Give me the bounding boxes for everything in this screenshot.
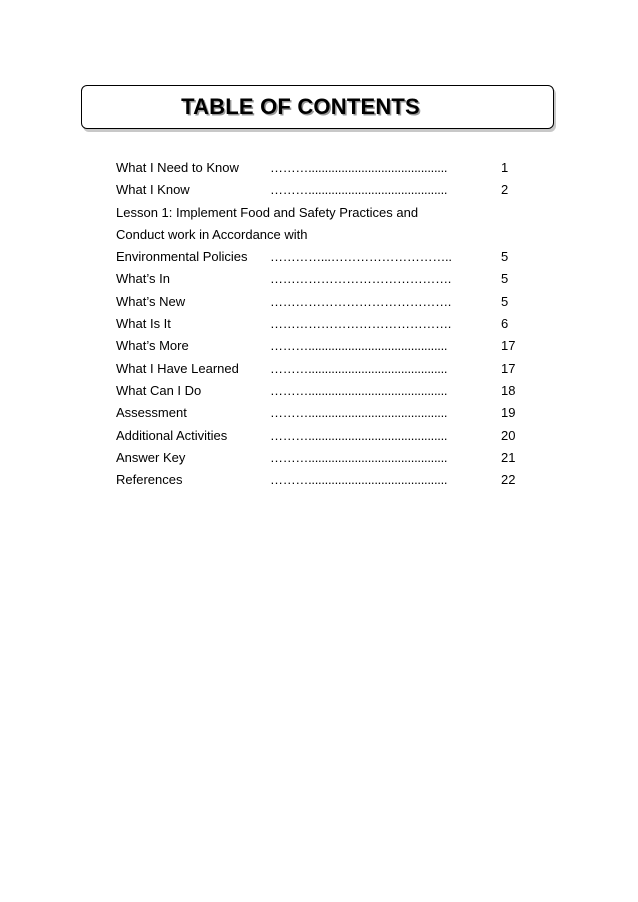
toc-entry — [116, 179, 526, 201]
toc-entry-page: 5 — [501, 249, 509, 265]
toc-entry-page: 5 — [501, 293, 509, 309]
table-of-contents — [116, 157, 526, 491]
toc-entry-leader: ……….......................................... — [270, 360, 448, 376]
toc-entry — [116, 202, 526, 224]
toc-entry-page: 1 — [501, 160, 509, 175]
title-box — [81, 85, 554, 129]
toc-entry-leader: ……………………………………. — [270, 271, 452, 287]
toc-entry-page: 5 — [501, 271, 509, 287]
toc-entry-label: Conduct work in Accordance with — [116, 226, 308, 242]
toc-entry-page: 17 — [501, 338, 516, 354]
toc-entry-leader: ……….......................................... — [270, 427, 448, 443]
toc-entry-label: What Can I Do — [116, 382, 202, 398]
toc-entry-leader: ……….......................................... — [270, 449, 448, 465]
toc-entry-label: What’s More — [116, 338, 189, 354]
toc-entry-leader: ……….......................................... — [270, 472, 448, 488]
toc-entry-page: 6 — [501, 316, 509, 332]
toc-entry-leader: ……………………………………. — [270, 316, 452, 332]
toc-entry-leader: ……….......................................... — [270, 338, 448, 354]
toc-entry-label: What’s In — [116, 271, 170, 287]
toc-entry — [116, 335, 526, 357]
toc-entry-page: 18 — [501, 382, 516, 398]
toc-entry-label: What I Need to Know — [116, 160, 239, 175]
toc-entry-page: 19 — [501, 405, 516, 421]
toc-entry-label: Environmental Policies — [116, 249, 248, 265]
page-title: TABLE OF CONTENTS — [181, 94, 420, 119]
toc-entry — [116, 425, 526, 447]
toc-entry-label: What’s New — [116, 293, 186, 309]
toc-entry — [116, 291, 526, 313]
toc-entry — [116, 313, 526, 335]
toc-entry — [116, 358, 526, 380]
toc-entry-label: Lesson 1: Implement Food and Safety Practices and — [116, 204, 419, 220]
toc-entry-label: Additional Activities — [116, 427, 228, 443]
toc-entry-label: What I Have Learned — [116, 360, 239, 376]
toc-entry — [116, 246, 526, 268]
toc-entry-leader: ……………………………………. — [270, 293, 452, 309]
toc-entry-leader: …………...……………………….. — [270, 249, 452, 265]
toc-entry — [116, 268, 526, 290]
toc-entry-page: 2 — [501, 182, 509, 198]
toc-entry-page: 17 — [501, 360, 516, 376]
toc-entry — [116, 447, 526, 469]
toc-entry-label: Assessment — [116, 405, 187, 421]
toc-entry-page: 21 — [501, 449, 516, 465]
toc-entry-leader: ……….......................................... — [270, 182, 448, 198]
toc-entry — [116, 469, 526, 491]
toc-entry-page: 22 — [501, 472, 516, 488]
toc-entry-label: References — [116, 472, 183, 488]
toc-entry-label: What Is It — [116, 316, 171, 332]
toc-entry-leader: ……….......................................... — [270, 160, 448, 175]
toc-entry — [116, 224, 526, 246]
toc-entry-label: What I Know — [116, 182, 190, 198]
toc-entry — [116, 402, 526, 424]
toc-entry-page: 20 — [501, 427, 516, 443]
toc-entry — [116, 157, 526, 179]
toc-entry — [116, 380, 526, 402]
toc-entry-label: Answer Key — [116, 449, 186, 465]
toc-entry-leader: ……….......................................... — [270, 382, 448, 398]
toc-entry-leader: ……….......................................... — [270, 405, 448, 421]
